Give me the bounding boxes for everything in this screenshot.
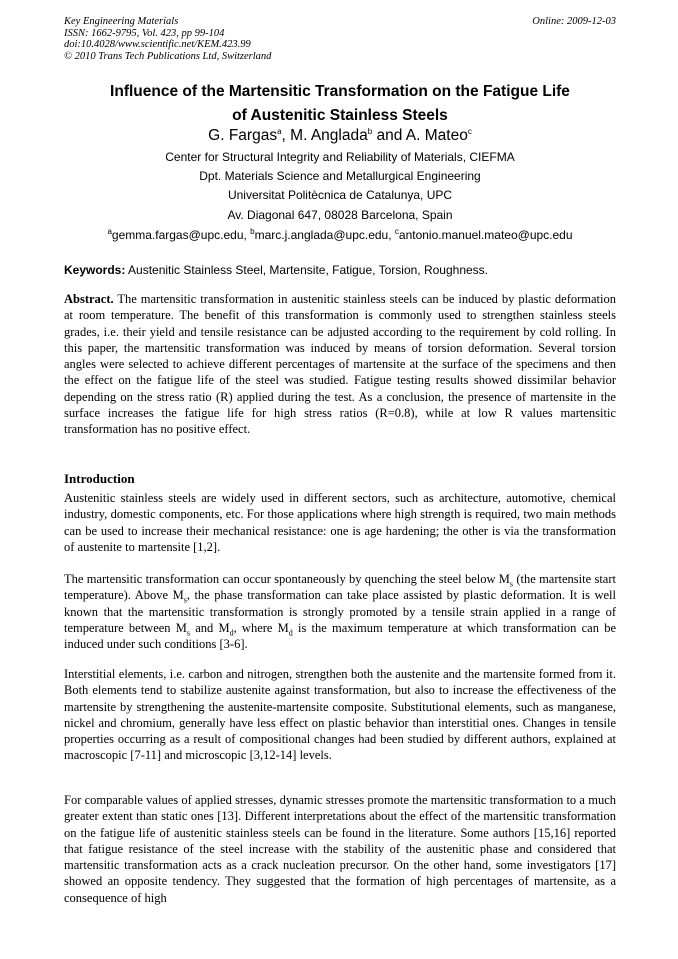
email-address[interactable]: gemma.fargas@upc.edu bbox=[111, 228, 244, 242]
intro-paragraph-2 bbox=[64, 571, 616, 652]
subscript: d bbox=[229, 628, 234, 638]
email-mark: a bbox=[107, 227, 112, 236]
abstract-text: The martensitic transformation in austenitic stainless steels can be induced by plastic deformation at room temperature. The benefit of this transformation is commonly used to strengthen stainless steels grades, i.e. their yield and tensile resistance can be adjusted according to the requirement by cold rolling. In this paper, the martensitic transformation was induced by means of torsion deformation. Several torsion angles were selected to achieve different percentages of martensite at the surface of the specimens and then the effect on the fatigue life of the steel was studied. Fatigue testing results showed dissimilar behavior depending on the stress ratio (R) applied during the test. As a conclusion, the presence of martensite in the surface increases the fatigue life for high stress ratios (R=0.8), while at low R values martensitic transformation has no positive effect. bbox=[64, 292, 616, 437]
abstract-label: Abstract. bbox=[64, 292, 114, 306]
email-address[interactable]: antonio.manuel.mateo@upc.edu bbox=[398, 228, 573, 242]
author-separator: , bbox=[281, 127, 291, 144]
subscript: s bbox=[186, 628, 190, 638]
journal-name: Key Engineering Materials bbox=[64, 16, 179, 27]
email-address[interactable]: marc.j.anglada@upc.edu bbox=[254, 228, 389, 242]
author-name: M. Anglada bbox=[290, 127, 368, 144]
keywords-text: Austenitic Stainless Steel, Martensite, Fatigue, Torsion, Roughness. bbox=[128, 263, 488, 277]
subscript: s bbox=[183, 595, 187, 605]
doi-line: doi:10.4028/www.scientific.net/KEM.423.99 bbox=[64, 39, 251, 50]
text-run: is the maximum temperature at which transformation can be induced under such conditions [3-6]. bbox=[64, 620, 616, 652]
email-list: $^a$gemma.fargas@upc.edu, $^b$marc.j.anglada@upc.edu, $^c$antonio.manuel.mateo@upc.edu bbox=[107, 227, 573, 242]
subscript: s bbox=[509, 579, 514, 589]
text-run: , where M bbox=[233, 620, 289, 635]
affiliation-line: Dpt. Materials Science and Metallurgical Engineering bbox=[199, 169, 481, 183]
author-name: G. Fargas bbox=[208, 127, 278, 144]
text-run: (the martensite start temperature). Above M bbox=[64, 572, 616, 603]
author-separator: and bbox=[372, 127, 406, 144]
author-name: A. Mateo bbox=[405, 127, 468, 144]
affiliation-mark: c bbox=[467, 126, 472, 136]
title-line-1: Influence of the Martensitic Transformation on the Fatigue Life bbox=[110, 83, 570, 100]
affiliation-line: Center for Structural Integrity and Reliability of Materials, CIEFMA bbox=[165, 150, 515, 164]
affiliation-line: Universitat Politècnica de Catalunya, UPC bbox=[227, 188, 453, 202]
text-run: and M bbox=[190, 620, 230, 635]
keywords-label: Keywords: bbox=[64, 263, 126, 277]
journal-header bbox=[64, 16, 616, 62]
text-run: The martensitic transformation can occur spontaneously by quenching the steel below M bbox=[64, 572, 510, 586]
affiliation-line: Av. Diagonal 647, 08028 Barcelona, Spain bbox=[227, 208, 453, 222]
keywords-line bbox=[64, 261, 616, 279]
copyright-line: © 2010 Trans Tech Publications Ltd, Switzerland bbox=[64, 50, 272, 62]
email-mark: c bbox=[394, 227, 399, 236]
abstract-paragraph bbox=[64, 291, 616, 438]
intro-paragraph-3: Interstitial elements, i.e. carbon and nitrogen, strengthen both the austenite and the martensite formed from it. Both elements tend to stabilize austenite against transformation, but also to increase the effectiveness of the martensite by strengthening the austenite-martensite composite. Substitutional elements, such as manganese, nickel and chromium, generally have less effect on plastic behavior than interstitial ones. Changes in tensile properties occurring as a result of compositional changes had been studied by different authors, explained at macroscopic [7-11] and microscopic [3,12-14] levels. bbox=[64, 667, 616, 763]
author-list bbox=[64, 126, 616, 146]
section-heading: Introduction bbox=[64, 471, 135, 486]
online-date: Online: 2009-12-03 bbox=[532, 16, 616, 27]
issn-line: ISSN: 1662-9795, Vol. 423, pp 99-104 bbox=[64, 27, 225, 39]
intro-paragraph-1: Austenitic stainless steels are widely used in different sectors, such as architecture, automotive, chemical industry, domestic components, etc. For those applications where high strength is required, two main methods can be used to increase their mechanical resistance: one is age hardening; the other is via the transformation of austenite to martensite [1,2]. bbox=[64, 491, 616, 554]
intro-paragraph-4: For comparable values of applied stresses, dynamic stresses promote the martensitic transformation to a much greater extent than static ones [13]. Different interpretations about the effect of the martensitic transformation on the fatigue life of austenitic stainless steels can be found in the literature. Some authors [15,16] reported that fatigue resistance of the steel increase with the stability of the austenitic phase and considered that martensitic transformation acts as a crack nucleation precursor. On the other hand, some investigators [17] showed an opposite tendency. They suggested that the formation of high percentages of martensite, as a consequence of high bbox=[64, 793, 616, 905]
affiliation-block bbox=[64, 148, 616, 225]
affiliation-mark: a bbox=[277, 126, 282, 136]
text-run: , the phase transformation can take place assisted by plastic deformation. It is well known that the martensitic transformation is strongly promoted by a tensile strain applied in a range of temperature between M bbox=[64, 588, 616, 635]
affiliation-mark: b bbox=[367, 126, 373, 136]
paper-title bbox=[64, 80, 616, 128]
subscript: d bbox=[288, 628, 293, 638]
title-line-2: of Austenitic Stainless Steels bbox=[232, 107, 448, 124]
email-mark: b bbox=[250, 227, 255, 236]
